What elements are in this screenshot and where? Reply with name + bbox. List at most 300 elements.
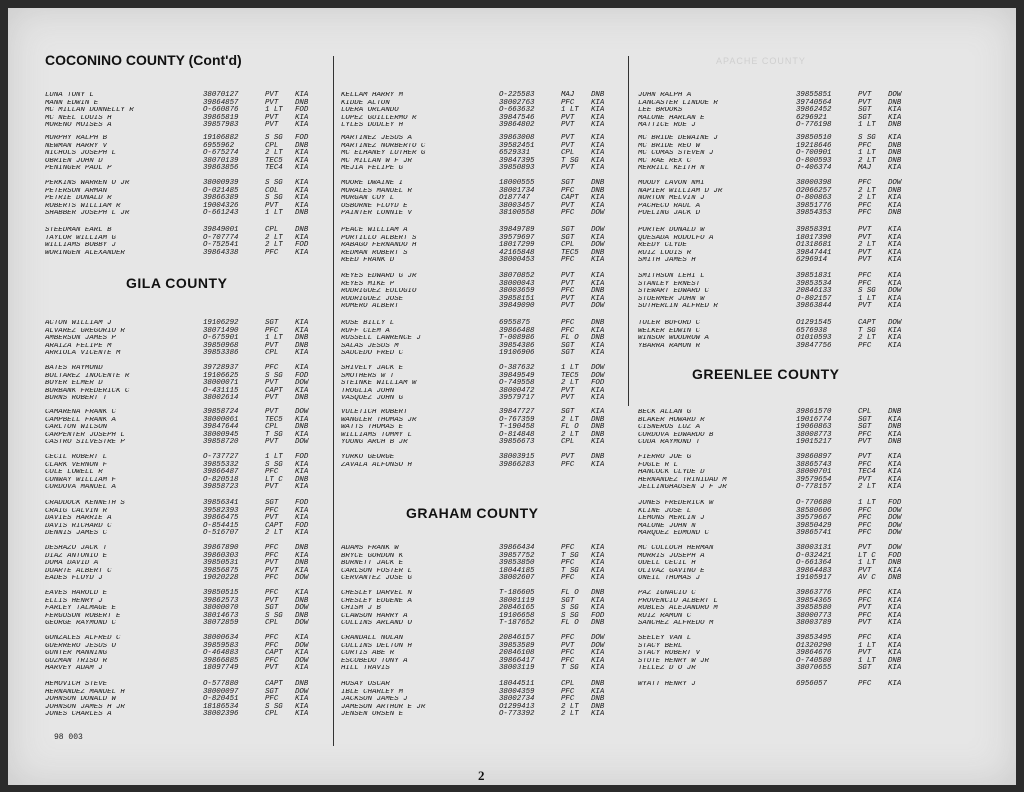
entry-group (45, 180, 330, 218)
entry-rank: PVT (265, 566, 279, 575)
entry-name: MARTINEZ JESUS A (341, 135, 412, 142)
entry-rank: PFC (858, 179, 872, 187)
entry-name: BOYER ELMER D (45, 380, 103, 388)
entry-status: DOW (591, 226, 605, 234)
entry-status: DOW (295, 408, 309, 416)
entry-rank: PVT (265, 664, 279, 673)
entry-status: KIA (591, 141, 605, 150)
entry-serial: 39856673 (499, 438, 535, 447)
roster-entry (638, 143, 923, 151)
roster-entry (638, 92, 923, 100)
entry-name: BURNS ROBERT T (45, 395, 108, 403)
entry-rank: TEC5 (561, 248, 579, 257)
entry-rank: PFC (858, 514, 872, 523)
entry-name: CLARK VERNON F (45, 461, 108, 469)
entry-status: KIA (888, 226, 902, 234)
entry-status: DNB (591, 319, 605, 327)
roster-entry (45, 388, 330, 396)
entry-status: KIA (591, 394, 605, 403)
entry-name: FIERRO JOE G (638, 454, 692, 461)
roster-entry (45, 424, 330, 432)
roster-entry (341, 115, 626, 123)
entry-name: SMITHSON LEHI L (638, 273, 705, 280)
roster-entry (341, 454, 626, 462)
entry-group (638, 545, 923, 583)
roster-entry (341, 613, 626, 621)
entry-name: CAMARENA FRANK C (45, 409, 116, 416)
entry-rank: 2 LT (561, 430, 579, 439)
entry-rank: S SG (561, 604, 579, 613)
entry-serial: 39861570 (796, 408, 832, 416)
roster-entry (45, 343, 330, 351)
entry-rank: PFC (858, 272, 872, 280)
roster-entry (638, 650, 923, 658)
entry-name: WELKER EDWIN C (638, 327, 701, 335)
roster-entry (341, 365, 626, 373)
roster-entry (45, 689, 330, 697)
entry-serial: 6296921 (796, 113, 828, 122)
roster-entry (638, 303, 923, 311)
roster-entry (45, 115, 330, 123)
roster-entry (45, 227, 330, 235)
roster-entry (45, 508, 330, 516)
entry-rank: TEC4 (858, 468, 876, 477)
entry-rank: PVT (858, 604, 872, 613)
entry-rank: PVT (858, 649, 872, 658)
roster-entry (638, 343, 923, 351)
entry-serial: 39850531 (203, 559, 239, 568)
entry-serial: O-776198 (796, 121, 832, 130)
roster-entry (638, 462, 923, 470)
entry-group (45, 365, 330, 403)
roster-entry (638, 432, 923, 440)
entry-status: KIA (888, 641, 902, 650)
roster-entry (638, 553, 923, 561)
entry-rank: PVT (265, 379, 279, 388)
entry-status: KIA (591, 566, 605, 575)
entry-serial: 39579697 (499, 233, 535, 242)
entry-group (638, 500, 923, 538)
roster-entry (638, 409, 923, 417)
roster-entry (45, 681, 330, 689)
entry-serial: 39579654 (796, 475, 832, 484)
entry-rank: SGT (561, 596, 575, 605)
entry-rank: CPL (561, 680, 575, 688)
entry-rank: CPL (265, 349, 279, 358)
entry-serial: 6955962 (203, 141, 235, 150)
entry-serial: 6296914 (796, 256, 828, 265)
entry-rank: S SG (265, 194, 283, 203)
entry-rank: PVT (858, 438, 872, 447)
entry-name: YURKO GEORGE (341, 454, 395, 461)
entry-rank: PFC (561, 559, 575, 568)
roster-entry (341, 373, 626, 381)
entry-name: STUERMER JOHN W (638, 295, 705, 303)
entry-group (45, 681, 330, 719)
entry-serial: 39858723 (203, 483, 239, 492)
roster-entry (341, 328, 626, 336)
entry-serial: O-700901 (796, 149, 832, 158)
entry-serial: 39858724 (203, 408, 239, 416)
entry-status: KIA (295, 514, 309, 523)
entry-serial: 39863008 (499, 134, 535, 142)
roster-entry (45, 635, 330, 643)
entry-serial: T-190458 (499, 423, 535, 432)
entry-status: KIA (295, 386, 309, 395)
roster-entry (45, 143, 330, 151)
entry-rank: TEC4 (265, 164, 283, 173)
entry-serial: O-820518 (203, 475, 239, 484)
entry-name: REYES MIKE P (341, 280, 395, 288)
roster-entry (638, 508, 923, 516)
roster-entry (341, 210, 626, 218)
entry-status: FOD (295, 521, 309, 530)
entry-status: KIA (591, 664, 605, 673)
entry-status: KIA (295, 233, 309, 242)
entry-status: DNB (295, 596, 309, 605)
entry-status: KIA (591, 460, 605, 469)
entry-rank: S SG (265, 179, 283, 187)
entry-name: RUIZ LOUIS R (638, 249, 692, 257)
entry-serial: 39864676 (796, 649, 832, 658)
entry-group (341, 273, 626, 311)
entry-rank: PVT (858, 453, 872, 461)
entry-serial: 38000071 (203, 379, 239, 388)
entry-group (341, 320, 626, 358)
entry-status: KIA (888, 194, 902, 203)
roster-entry (638, 122, 923, 130)
entry-rank: PVT (561, 641, 575, 650)
entry-status: FOD (591, 379, 605, 388)
entry-serial: 39866475 (203, 514, 239, 523)
entry-status: DOW (888, 287, 902, 296)
entry-rank: S SG (265, 611, 283, 620)
entry-rank: PFC (858, 596, 872, 605)
roster-entry (638, 115, 923, 123)
entry-name: MANN EDWIN E (45, 99, 99, 107)
entry-status: KIA (888, 233, 902, 242)
roster-entry (341, 462, 626, 470)
entry-serial: 39866885 (203, 656, 239, 665)
entry-serial: O-032421 (796, 551, 832, 560)
entry-status: KIA (295, 468, 309, 477)
entry-status: DOW (888, 319, 902, 327)
entry-serial: O-737727 (203, 453, 239, 461)
entry-serial: 39857983 (203, 121, 239, 130)
roster-entry (45, 568, 330, 576)
entry-rank: SGT (265, 319, 279, 327)
roster-entry (341, 158, 626, 166)
entry-name: MALONE HARLAN E (638, 114, 705, 122)
entry-group (341, 635, 626, 673)
entry-status: KIA (591, 201, 605, 210)
entry-serial: O-675901 (203, 334, 239, 343)
entry-rank: CPL (858, 408, 872, 416)
entry-rank: PVT (265, 121, 279, 130)
entry-serial: 39863856 (203, 164, 239, 173)
entry-rank: MAJ (858, 164, 872, 173)
entry-rank: 2 LT (265, 241, 283, 250)
entry-serial: 39847395 (499, 156, 535, 165)
entry-rank: PFC (265, 544, 279, 552)
entry-status: KIA (591, 649, 605, 658)
roster-entry (341, 545, 626, 553)
entry-status: DNB (295, 611, 309, 620)
roster-entry (638, 635, 923, 643)
entry-serial: 39865819 (203, 113, 239, 122)
entry-rank: PVT (858, 619, 872, 628)
entry-name: EADES FLOYD J (45, 575, 103, 583)
entry-rank: PFC (561, 326, 575, 335)
roster-entry (638, 598, 923, 606)
entry-group (45, 320, 330, 358)
entry-name: OBRIEN JOHN D (45, 157, 103, 165)
entry-serial: 18000555 (499, 179, 535, 187)
roster-entry (45, 210, 330, 218)
entry-name: NAPIER WILLIAM D JR (638, 187, 723, 195)
entry-status: DOW (888, 521, 902, 530)
entry-serial: O1320290 (796, 641, 832, 650)
roster-entry (638, 195, 923, 203)
roster-entry (638, 568, 923, 576)
entry-status: DOW (888, 179, 902, 187)
entry-name: REYES EDWARD G JR (341, 273, 417, 280)
entry-status: DNB (295, 209, 309, 218)
entry-status: KIA (591, 438, 605, 447)
entry-name: CARLTON WILSON (45, 424, 108, 432)
entry-name: JOHNSON JAMES H JR (45, 703, 125, 711)
entry-rank: PFC (858, 341, 872, 350)
entry-name: MORENO MOISES A (45, 122, 112, 130)
roster-entry (341, 135, 626, 143)
entry-name: SUTHERLIN ALFRED R (638, 303, 718, 311)
entry-name: PORTILLO ALBERT S (341, 234, 417, 242)
entry-status: DNB (591, 334, 605, 343)
roster-entry (45, 553, 330, 561)
roster-entry (341, 107, 626, 115)
entry-status: KIA (591, 408, 605, 416)
entry-serial: 39866417 (499, 656, 535, 665)
entry-name: MATTICE RUE J (638, 122, 696, 130)
entry-status: KIA (295, 529, 309, 538)
entry-rank: 1 LT (561, 364, 579, 372)
entry-group (341, 365, 626, 403)
entry-status: KIA (295, 179, 309, 187)
entry-rank: S SG (858, 134, 876, 142)
entry-name: CORDOVA MANUEL A (45, 484, 116, 492)
entry-serial: 39855332 (203, 460, 239, 469)
entry-status: DNB (888, 98, 902, 107)
roster-entry (341, 227, 626, 235)
entry-rank: LT C (265, 475, 283, 484)
entry-serial: 38000453 (499, 256, 535, 265)
entry-group (638, 92, 923, 130)
entry-status: FOD (295, 241, 309, 250)
roster-entry (638, 620, 923, 628)
roster-entry (341, 605, 626, 613)
entry-serial: 19105917 (796, 574, 832, 583)
entry-name: CRADDOCK KENNETH S (45, 500, 125, 507)
entry-status: DNB (888, 186, 902, 195)
entry-rank: 2 LT (858, 241, 876, 250)
entry-rank: SGT (858, 664, 872, 673)
entry-name: TELLEZ D O JR (638, 665, 696, 673)
entry-serial: 38070139 (203, 156, 239, 165)
entry-name: OSBORNE FLOYD E (341, 202, 408, 210)
entry-status: KIA (888, 256, 902, 265)
entry-status: KIA (888, 248, 902, 257)
entry-rank: PFC (561, 256, 575, 265)
entry-serial: T-186605 (499, 589, 535, 597)
entry-status: DNB (591, 248, 605, 257)
entry-rank: PVT (561, 394, 575, 403)
entry-serial: 39853386 (203, 349, 239, 358)
entry-rank: PVT (858, 475, 872, 484)
entry-rank: PVT (265, 514, 279, 523)
entry-group (341, 681, 626, 719)
entry-rank: 2 LT (265, 233, 283, 242)
roster-entry (341, 92, 626, 100)
entry-name: HANCOCK CLYDE D (638, 469, 705, 477)
roster-entry (341, 417, 626, 425)
entry-rank: PFC (265, 248, 279, 257)
entry-status: DNB (591, 702, 605, 711)
entry-rank: CPL (561, 241, 575, 250)
entry-group (45, 545, 330, 583)
entry-rank: 2 LT (858, 186, 876, 195)
entry-status: KIA (295, 460, 309, 469)
entry-name: NORTON MELVIN J (638, 195, 705, 203)
entry-status: DNB (888, 438, 902, 447)
entry-name: SALAS JESUS M (341, 342, 399, 350)
roster-entry (45, 335, 330, 343)
roster-entry (45, 643, 330, 651)
entry-group (45, 227, 330, 257)
entry-serial: O-387632 (499, 364, 535, 372)
entry-status: KIA (591, 113, 605, 122)
entry-status: KIA (591, 341, 605, 350)
entry-serial: 39855851 (796, 91, 832, 99)
roster-entry (638, 107, 923, 115)
entry-rank: PVT (265, 438, 279, 447)
entry-rank: PFC (858, 680, 872, 688)
roster-entry (638, 288, 923, 296)
entry-serial: 19106882 (203, 134, 239, 142)
roster-entry (638, 560, 923, 568)
roster-entry (45, 575, 330, 583)
entry-status: DNB (591, 179, 605, 187)
entry-status: DNB (888, 209, 902, 218)
entry-status: KIA (591, 164, 605, 173)
entry-rank: PVT (858, 302, 872, 311)
entry-name: QUESADA RODOLFO A (638, 234, 714, 242)
entry-rank: 1 LT (265, 334, 283, 343)
entry-serial: 39864802 (499, 121, 535, 130)
entry-name: CISNEROS LUZ A (638, 424, 701, 432)
page-number: 2 (478, 768, 485, 783)
roster-entry (341, 643, 626, 651)
entry-name: MC CULLOCH HERMAN (638, 545, 714, 552)
entry-serial: 38014673 (203, 611, 239, 620)
entry-group (638, 454, 923, 492)
entry-rank: SGT (858, 415, 872, 424)
entry-name: HERNANDEZ TRINIDAD M (638, 476, 727, 484)
roster-entry (638, 335, 923, 343)
entry-name: ROSE BILLY L (341, 320, 395, 327)
entry-rank: PVT (858, 226, 872, 234)
entry-status: KIA (591, 256, 605, 265)
entry-status: KIA (591, 194, 605, 203)
roster-entry (638, 328, 923, 336)
entry-serial: 38000043 (499, 279, 535, 288)
entry-rank: 2 LT (561, 702, 579, 711)
entry-serial: O-675274 (203, 149, 239, 158)
roster-entry (45, 469, 330, 477)
entry-serial: 19106625 (203, 371, 239, 380)
roster-entry (45, 395, 330, 403)
entry-serial: O1299413 (499, 702, 535, 711)
entry-rank: PVT (858, 91, 872, 99)
entry-name: RUIZ RAMON C (638, 612, 692, 620)
entry-serial: 38070852 (499, 272, 535, 280)
entry-serial: 39862452 (796, 106, 832, 115)
roster-entry (638, 100, 923, 108)
entry-name: WYATT HENRY J (638, 681, 696, 688)
entry-serial: 38004359 (499, 687, 535, 696)
entry-status: KIA (295, 91, 309, 99)
entry-status: KIA (295, 319, 309, 327)
entry-name: VULETICH ROBERT (341, 409, 408, 416)
entry-status: DOW (295, 379, 309, 388)
entry-serial: 39847546 (499, 113, 535, 122)
entry-name: MC MILLAN DONNELLY R (45, 107, 134, 115)
entry-name: LOERA ORLANDO (341, 107, 399, 115)
entry-name: TROGLIA JOHN (341, 387, 395, 395)
entry-rank: PFC (561, 319, 575, 327)
entry-status: DOW (888, 544, 902, 552)
entry-name: WATTS THOMAS E (341, 424, 404, 432)
entry-serial: O-752541 (203, 241, 239, 250)
roster-entry (45, 658, 330, 666)
entry-serial: O187747 (499, 194, 531, 203)
entry-serial: 38070127 (203, 91, 239, 99)
entry-serial: 39853589 (499, 641, 535, 650)
roster-entry (45, 195, 330, 203)
entry-rank: PFC (561, 98, 575, 107)
entry-rank: SGT (561, 226, 575, 234)
entry-name: MC RAE REX C (638, 157, 692, 165)
entry-serial: 39864483 (796, 566, 832, 575)
entry-rank: PVT (858, 98, 872, 107)
entry-group (45, 590, 330, 628)
entry-status: KIA (888, 649, 902, 658)
roster-entry (638, 665, 923, 673)
entry-name: OLIVAZ GAVINO E (638, 567, 705, 575)
bleed-through-text: APACHE COUNTY (716, 56, 806, 66)
entry-name: PETERSON ARMAN (45, 187, 108, 195)
entry-name: CLAWSON HARRY A (341, 612, 408, 620)
entry-status: DNB (591, 91, 605, 99)
entry-group (638, 320, 923, 350)
entry-status: DOW (591, 209, 605, 218)
entry-name: GUZMAN TRISO R (45, 657, 108, 665)
roster-entry (45, 100, 330, 108)
entry-status: KIA (591, 710, 605, 719)
roster-entry (45, 665, 330, 673)
entry-serial: 39853850 (499, 559, 535, 568)
entry-name: CORDOVA EDWARDO B (638, 431, 714, 439)
entry-name: RABAGO FERNANDO H (341, 242, 417, 250)
